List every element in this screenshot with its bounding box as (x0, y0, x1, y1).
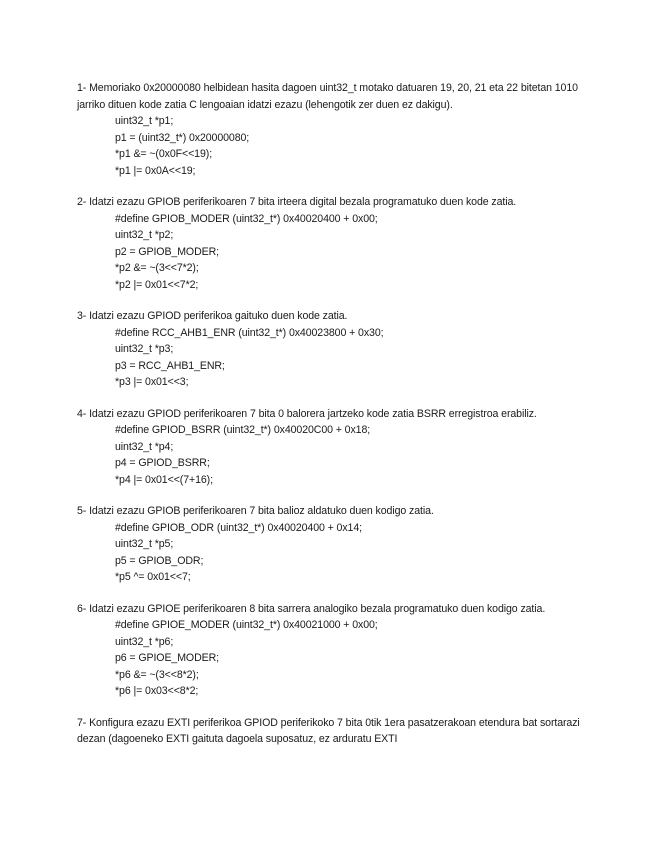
question-text: 5- Idatzi ezazu GPIOB periferikoaren 7 bita balioz aldatuko duen kodigo zatia. (77, 505, 434, 517)
code-line: *p1 |= 0x0A<<19; (115, 164, 196, 177)
code-line: uint32_t *p2; (115, 229, 174, 241)
code-line: *p6 |= 0x03<<8*2; (115, 685, 199, 697)
code-line: uint32_t *p6; (115, 635, 174, 648)
question-7 (77, 715, 587, 748)
code-block (77, 113, 587, 179)
question-4 (77, 406, 587, 489)
code-line: p3 = RCC_AHB1_ENR; (115, 359, 225, 372)
code-block (77, 422, 587, 488)
question-text: 1- Memoriako 0x20000080 helbidean hasita dagoen uint32_t motako datuaren 19, 20, 21 eta 22 bitetan 1010 jarriko dituen kode zatia C lengoaian idatzi ezazu (lehengotik zer duen ez dakigu). (77, 82, 578, 111)
code-line: #define GPIOE_MODER (uint32_t*) 0x40021000 + 0x00; (115, 619, 378, 631)
question-text: 6- Idatzi ezazu GPIOE periferikoaren 8 bita sarrera analogiko bezala programatuko duen kodigo zatia. (77, 602, 546, 615)
code-line: *p2 &= ~(3<<7*2); (115, 262, 199, 274)
code-line: p6 = GPIOE_MODER; (115, 652, 219, 664)
code-line: p1 = (uint32_t*) 0x20000080; (115, 131, 250, 144)
code-block (77, 211, 587, 294)
document-page (77, 80, 587, 763)
code-line: #define GPIOB_MODER (uint32_t*) 0x40020400 + 0x00; (115, 212, 378, 225)
question-text: 2- Idatzi ezazu GPIOB periferikoaren 7 bita irteera digital bezala programatuko duen kode zatia. (77, 196, 517, 208)
code-line: *p6 &= ~(3<<8*2); (115, 668, 199, 681)
question-3 (77, 308, 587, 391)
code-line: #define GPIOD_BSRR (uint32_t*) 0x40020C00 + 0x18; (115, 424, 371, 436)
code-line: *p5 ^= 0x01<<7; (115, 571, 191, 583)
question-5 (77, 503, 587, 586)
question-6 (77, 601, 587, 700)
code-block (77, 520, 587, 586)
code-line: uint32_t *p4; (115, 440, 174, 453)
code-line: uint32_t *p1; (115, 115, 174, 127)
question-1 (77, 80, 587, 179)
code-line: #define RCC_AHB1_ENR (uint32_t*) 0x40023800 + 0x30; (115, 326, 384, 339)
code-line: p5 = GPIOB_ODR; (115, 554, 204, 567)
code-line: p4 = GPIOD_BSRR; (115, 457, 210, 469)
code-block (77, 325, 587, 391)
question-text: 4- Idatzi ezazu GPIOD periferikoaren 7 bita 0 balorera jartzeko kode zatia BSRR erregistroa erabiliz. (77, 407, 537, 420)
code-line: uint32_t *p3; (115, 343, 174, 355)
code-line: *p1 &= ~(0x0F<<19); (115, 148, 213, 160)
code-line: #define GPIOB_ODR (uint32_t*) 0x40020400 + 0x14; (115, 521, 362, 534)
code-line: uint32_t *p5; (115, 538, 174, 550)
question-text: 3- Idatzi ezazu GPIOD periferikoa gaituko duen kode zatia. (77, 310, 348, 322)
code-block (77, 617, 587, 700)
question-text: 7- Konfigura ezazu EXTI periferikoa GPIOD periferikoko 7 bita 0tik 1era pasatzerakoan etendura bat sortarazi dezan (dagoeneko EXTI gaituta dagoela suposatuz, ez arduratu EXTI (77, 716, 580, 745)
code-line: *p3 |= 0x01<<3; (115, 376, 189, 388)
code-line: p2 = GPIOB_MODER; (115, 245, 219, 258)
code-line: *p4 |= 0x01<<(7+16); (115, 473, 213, 486)
question-2 (77, 194, 587, 293)
code-line: *p2 |= 0x01<<7*2; (115, 278, 199, 291)
